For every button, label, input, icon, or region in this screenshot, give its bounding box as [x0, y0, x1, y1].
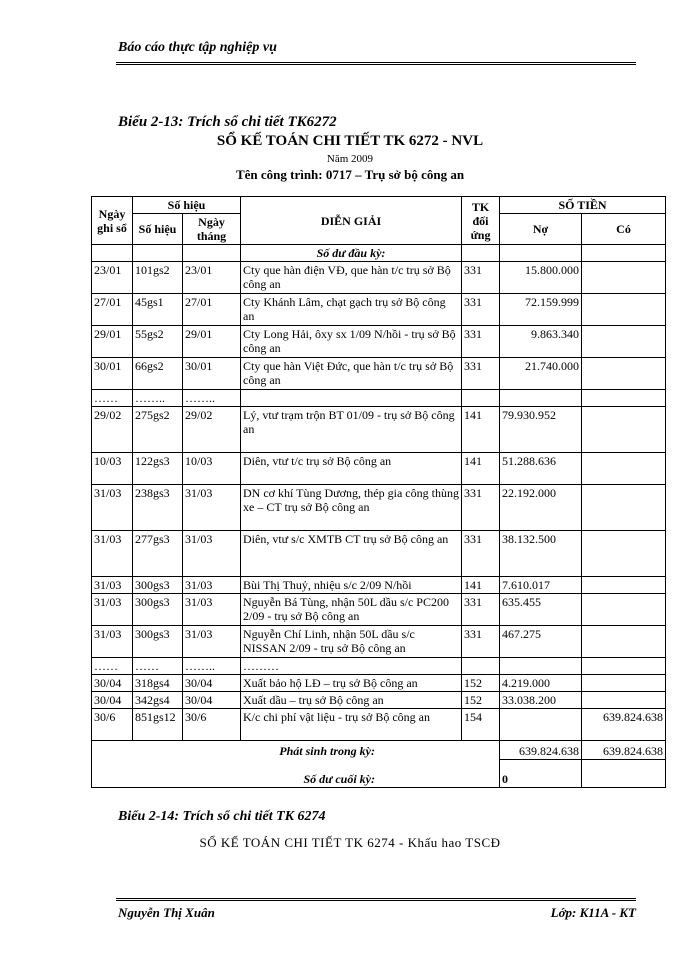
cell-credit: [582, 594, 666, 626]
cell-account: 331: [462, 262, 500, 294]
cell-debit: 33.038.200: [500, 692, 582, 709]
cell-doc-date: 31/03: [183, 485, 241, 531]
cell-doc-no: 55gs2: [133, 326, 183, 358]
report-header: Báo cáo thực tập nghiệp vụ: [118, 40, 277, 55]
cell-description: Xuất bảo hộ LĐ – trụ sở Bộ công an: [241, 675, 462, 692]
cell-credit: [582, 407, 666, 453]
col-header-date: Ngày ghi sổ: [92, 197, 133, 245]
cell-credit: 639.824.638: [582, 709, 666, 741]
cell-debit: [500, 658, 582, 675]
cell-description: K/c chi phí vật liệu - trụ sở Bộ công an: [241, 709, 462, 741]
cell-doc-no: 342gs4: [133, 692, 183, 709]
cell-doc-no: ……: [133, 658, 183, 675]
footer-class: Lớp: K11A - KT: [550, 905, 636, 920]
cell-doc-no: 66gs2: [133, 358, 183, 390]
cell-doc-date: 30/6: [183, 709, 241, 741]
cell-debit: 467.275: [500, 626, 582, 658]
cell-description: ………: [241, 658, 462, 675]
cell-doc-no: 851gs12: [133, 709, 183, 741]
cell-credit: [582, 692, 666, 709]
cell-credit: [582, 262, 666, 294]
table-caption-2-13: Biểu 2-13: Trích sổ chi tiết TK6272: [118, 114, 337, 130]
cell-date: 23/01: [92, 262, 133, 294]
period-total-credit: 639.824.638: [582, 741, 666, 760]
period-total-row: [92, 741, 666, 760]
cell-account: [462, 390, 500, 407]
cell-credit: [582, 658, 666, 675]
cell-date: 30/04: [92, 692, 133, 709]
ledger-row: [92, 692, 666, 709]
cell-description: Cty Khánh Lâm, chạt gạch trụ sở Bộ công an: [241, 294, 462, 326]
cell-date: 10/03: [92, 453, 133, 485]
col-header-debit: Nợ: [500, 214, 582, 245]
cell-credit: [582, 390, 666, 407]
ledger-year: Năm 2009: [326, 153, 374, 165]
project-name: Tên công trình: 0717 – Trụ sở bộ công an: [235, 167, 465, 182]
cell-doc-date: ……..: [183, 390, 241, 407]
cell-description: Cty que hàn điện VĐ, que hàn t/c trụ sở Bộ công an: [241, 262, 462, 294]
cell-date: 27/01: [92, 294, 133, 326]
cell-credit: [582, 675, 666, 692]
ledger-row: [92, 262, 666, 294]
cell-account: 331: [462, 531, 500, 577]
cell-date: 31/03: [92, 626, 133, 658]
ledger-row: [92, 626, 666, 658]
col-header-doc-date: Ngày tháng: [183, 214, 241, 245]
cell-date: 31/03: [92, 577, 133, 594]
cell-description: Nguyễn Chí Linh, nhận 50L dầu s/c NISSAN 2/09 - trụ sở Bộ công an: [241, 626, 462, 658]
ledger-row: [92, 485, 666, 531]
cell-doc-no: 122gs3: [133, 453, 183, 485]
cell-date: 30/04: [92, 675, 133, 692]
cell-credit: [582, 531, 666, 577]
cell-account: 331: [462, 358, 500, 390]
cell-debit: 7.610.017: [500, 577, 582, 594]
cell-debit: 22.192.000: [500, 485, 582, 531]
cell-description: Cty que hàn Việt Đức, que hàn t/c trụ sở Bộ công an: [241, 358, 462, 390]
cell-credit: [582, 485, 666, 531]
cell-debit: 79.930.952: [500, 407, 582, 453]
cell-description: Lý, vtư trạm trộn BT 01/09 - trụ sở Bộ công an: [241, 407, 462, 453]
col-header-doc-group: Số hiệu: [133, 197, 241, 214]
cell-debit: [500, 390, 582, 407]
cell-debit: 9.863.340: [500, 326, 582, 358]
cell-account: 141: [462, 453, 500, 485]
cell-doc-no: 275gs2: [133, 407, 183, 453]
cell-debit: 635.455: [500, 594, 582, 626]
opening-balance-row: [92, 245, 666, 262]
cell-doc-no: 45gs1: [133, 294, 183, 326]
cell-doc-no: 300gs3: [133, 594, 183, 626]
cell-doc-date: 27/01: [183, 294, 241, 326]
cell-date: 30/6: [92, 709, 133, 741]
cell-description: DN cơ khí Tùng Dương, thép gia công thùng xe – CT trụ sở Bộ công an: [241, 485, 462, 531]
cell-credit: [582, 577, 666, 594]
ledger-row: [92, 594, 666, 626]
cell-description: Xuất dầu – trụ sở Bộ công an: [241, 692, 462, 709]
cell-date: 29/01: [92, 326, 133, 358]
cell-debit: 4.219.000: [500, 675, 582, 692]
cell-account: 331: [462, 626, 500, 658]
ledger-row: [92, 709, 666, 741]
ledger-row: [92, 358, 666, 390]
cell-doc-no: 300gs3: [133, 626, 183, 658]
cell-doc-date: 30/01: [183, 358, 241, 390]
cell-doc-no: ……..: [133, 390, 183, 407]
cell-description: Diên, vtư t/c trụ sở Bộ công an: [241, 453, 462, 485]
footer-author: Nguyễn Thị Xuân: [118, 905, 215, 920]
cell-date: 31/03: [92, 485, 133, 531]
cell-doc-no: 277gs3: [133, 531, 183, 577]
cell-description: Bùi Thị Thuỷ, nhiệu s/c 2/09 N/hồi: [241, 577, 462, 594]
col-header-amount-group: SỐ TIỀN: [500, 197, 666, 214]
cell-doc-no: 101gs2: [133, 262, 183, 294]
cell-doc-date: 31/03: [183, 594, 241, 626]
cell-credit: [582, 358, 666, 390]
col-header-credit: Có: [582, 214, 666, 245]
ledger-title-6274: SỔ KẾ TOÁN CHI TIẾT TK 6274 - Khấu hao TSCĐ: [199, 835, 501, 850]
cell-date: 29/02: [92, 407, 133, 453]
cell-doc-date: 31/03: [183, 626, 241, 658]
ledger-table: [91, 196, 666, 788]
cell-doc-date: 31/03: [183, 577, 241, 594]
cell-description: Nguyễn Bá Tùng, nhận 50L dầu s/c PC200 2/09 - trụ sở Bộ công an: [241, 594, 462, 626]
ledger-row: [92, 407, 666, 453]
cell-debit: 21.740.000: [500, 358, 582, 390]
cell-credit: [582, 294, 666, 326]
ledger-row: [92, 326, 666, 358]
cell-doc-no: 300gs3: [133, 577, 183, 594]
cell-credit: [582, 626, 666, 658]
period-total-label: Phát sinh trong kỳ:: [92, 741, 500, 760]
cell-doc-date: 29/02: [183, 407, 241, 453]
cell-doc-date: 23/01: [183, 262, 241, 294]
cell-account: 331: [462, 485, 500, 531]
ledger-row: [92, 675, 666, 692]
cell-doc-no: 238gs3: [133, 485, 183, 531]
ledger-row: [92, 531, 666, 577]
cell-debit: [500, 709, 582, 741]
cell-credit: [582, 326, 666, 358]
cell-doc-no: 318gs4: [133, 675, 183, 692]
period-total-debit: 639.824.638: [500, 741, 582, 760]
col-header-doc-no: Số hiệu: [133, 214, 183, 245]
cell-debit: 51.288.636: [500, 453, 582, 485]
cell-doc-date: 29/01: [183, 326, 241, 358]
cell-date: 31/03: [92, 594, 133, 626]
cell-description: Cty Long Hải, ôxy sx 1/09 N/hồi - trụ sở Bộ công an: [241, 326, 462, 358]
cell-date: ……: [92, 390, 133, 407]
cell-doc-date: 10/03: [183, 453, 241, 485]
opening-balance-label: Số dư đầu kỳ:: [241, 245, 462, 262]
cell-debit: 38.132.500: [500, 531, 582, 577]
footer-divider: [116, 898, 636, 901]
ledger-row: [92, 294, 666, 326]
cell-debit: 15.800.000: [500, 262, 582, 294]
col-header-account: TK đối ứng: [462, 197, 500, 245]
col-header-description: DIỄN GIẢI: [241, 197, 462, 245]
cell-account: 152: [462, 692, 500, 709]
ledger-row: [92, 390, 666, 407]
closing-balance-debit: 0: [500, 760, 582, 788]
closing-balance-row: [92, 760, 666, 788]
ledger-title-6272: SỔ KẾ TOÁN CHI TIẾT TK 6272 - NVL: [216, 133, 484, 149]
ledger-row: [92, 577, 666, 594]
cell-debit: 72.159.999: [500, 294, 582, 326]
cell-account: 154: [462, 709, 500, 741]
cell-account: 331: [462, 294, 500, 326]
cell-date: 30/01: [92, 358, 133, 390]
ledger-row: [92, 658, 666, 675]
cell-description: [241, 390, 462, 407]
closing-balance-label: Số dư cuối kỳ:: [92, 760, 500, 788]
cell-account: 152: [462, 675, 500, 692]
cell-date: 31/03: [92, 531, 133, 577]
cell-account: 141: [462, 407, 500, 453]
cell-date: ……: [92, 658, 133, 675]
cell-doc-date: ……..: [183, 658, 241, 675]
cell-account: 331: [462, 594, 500, 626]
ledger-row: [92, 453, 666, 485]
cell-account: 141: [462, 577, 500, 594]
cell-doc-date: 30/04: [183, 692, 241, 709]
cell-description: Diên, vtư s/c XMTB CT trụ sở Bộ công an: [241, 531, 462, 577]
table-caption-2-14: Biểu 2-14: Trích sổ chi tiết TK 6274: [118, 809, 326, 824]
cell-doc-date: 30/04: [183, 675, 241, 692]
cell-credit: [582, 453, 666, 485]
cell-account: [462, 658, 500, 675]
header-divider: [116, 62, 636, 65]
cell-doc-date: 31/03: [183, 531, 241, 577]
cell-account: 331: [462, 326, 500, 358]
